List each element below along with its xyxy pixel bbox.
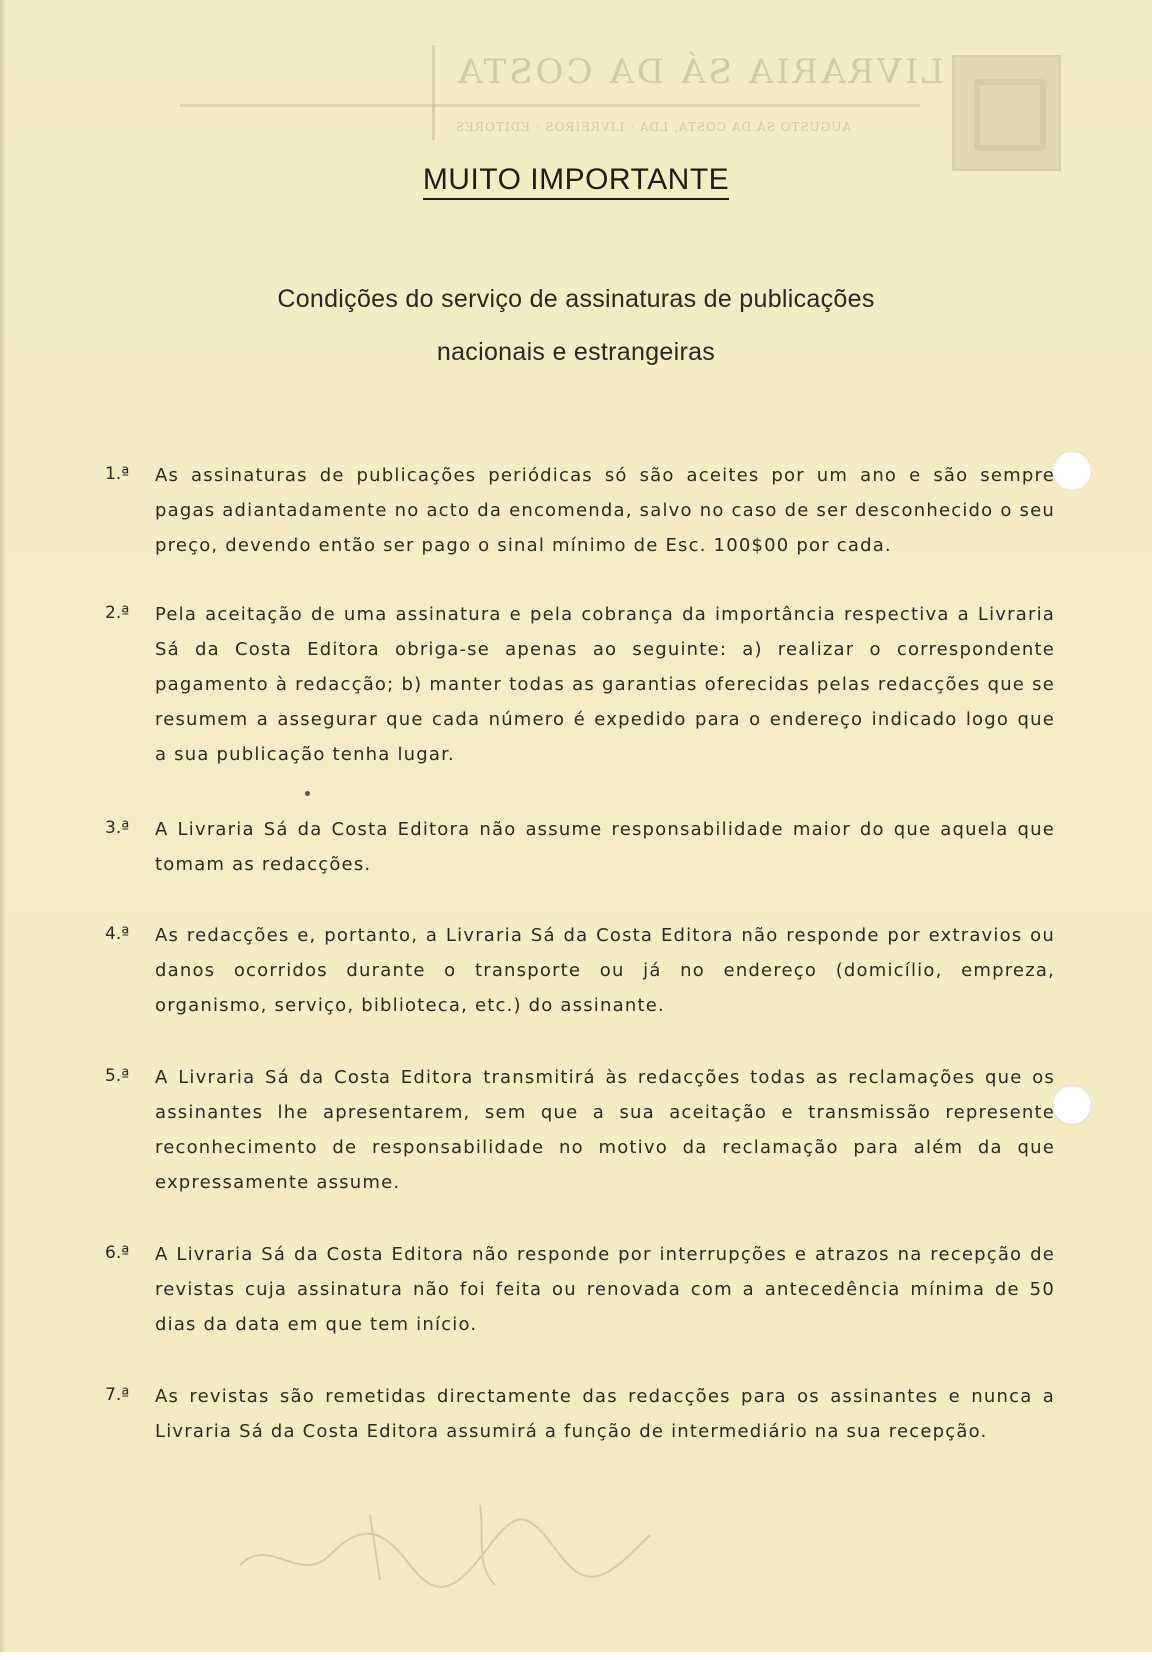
letterhead-rule-horizontal bbox=[180, 104, 920, 107]
clause-5 bbox=[105, 1060, 1055, 1200]
clause-3 bbox=[105, 812, 1055, 882]
clause-text: Pela aceitação de uma assinatura e pela cobrança da importância respectiva a Livraria Sá da Costa Editora obriga-se apenas ao seguinte: a) realizar o correspondente pagamento à redacção; b) manter todas as garantias oferecidas pelas redacções que se resumem a assegurar que cada número é expedido para o endereço indicado logo que a sua publicação tenha lugar. bbox=[155, 604, 1055, 765]
clause-number: 5.ª bbox=[105, 1066, 130, 1086]
clause-2 bbox=[105, 597, 1055, 772]
punch-hole-top bbox=[1052, 451, 1092, 491]
letterhead-rule-vertical bbox=[432, 45, 435, 140]
page-title: MUITO IMPORTANTE bbox=[0, 163, 1152, 197]
clause-text: A Livraria Sá da Costa Editora não responde por interrupções e atrazos na recepção de revistas cuja assinatura não foi feita ou renovada com a antecedência mínima de 50 dias da data em que tem início. bbox=[155, 1244, 1055, 1335]
clause-4 bbox=[105, 918, 1055, 1023]
clause-number: 2.ª bbox=[105, 603, 130, 623]
clause-number: 6.ª bbox=[105, 1243, 130, 1263]
clause-text: As assinaturas de publicações periódicas só são aceites por um ano e são sempre pagas adiantadamente no acto da encomenda, salvo no caso de ser desconhecido o seu preço, devendo então ser pago o sinal mínimo de Esc. 100$00 por cada. bbox=[155, 465, 1055, 556]
letterhead-logo bbox=[952, 55, 1061, 171]
clause-6 bbox=[105, 1237, 1055, 1342]
clause-text: As redacções e, portanto, a Livraria Sá da Costa Editora não responde por extravios ou danos ocorridos durante o transporte ou já no endereço (domicílio, empreza, organismo, serviço, biblioteca, etc.) do assinante. bbox=[155, 925, 1055, 1016]
clause-number: 1.ª bbox=[105, 464, 130, 484]
letterhead-company-showthrough: LIVRARIA SÁ DA COSTA bbox=[455, 52, 944, 92]
punch-hole-bottom bbox=[1052, 1085, 1092, 1125]
clause-text: A Livraria Sá da Costa Editora não assume responsabilidade maior do que aquela que tomam as redacções. bbox=[155, 819, 1055, 875]
subtitle-line-1: Condições do serviço de assinaturas de publicações bbox=[277, 285, 875, 313]
clause-number: 3.ª bbox=[105, 818, 130, 838]
paper-bottom-edge bbox=[0, 1652, 1152, 1660]
clause-number: 4.ª bbox=[105, 924, 130, 944]
clause-1 bbox=[105, 458, 1055, 563]
subtitle-line-2: nacionais e estrangeiras bbox=[436, 338, 716, 366]
clause-text: As revistas são remetidas directamente das redacções para os assinantes e nunca a Livraria Sá da Costa Editora assumirá a função de intermediário na sua recepção. bbox=[155, 1386, 1055, 1442]
clause-text: A Livraria Sá da Costa Editora transmitirá às redacções todas as reclamações que os assinantes lhe apresentarem, sem que a sua aceitação e transmissão represente reconhecimento de responsabilidade no motivo da reclamação para além da que expressamente assume. bbox=[155, 1067, 1055, 1193]
signature-showthrough bbox=[230, 1495, 660, 1595]
clause-number: 7.ª bbox=[105, 1385, 130, 1405]
clause-7 bbox=[105, 1379, 1055, 1449]
ink-dot bbox=[305, 791, 310, 796]
letterhead-address-showthrough: AUGUSTO SÁ DA COSTA, LDA · LIVREIROS · EDITORES bbox=[455, 120, 852, 134]
paper-left-edge bbox=[0, 0, 6, 1660]
